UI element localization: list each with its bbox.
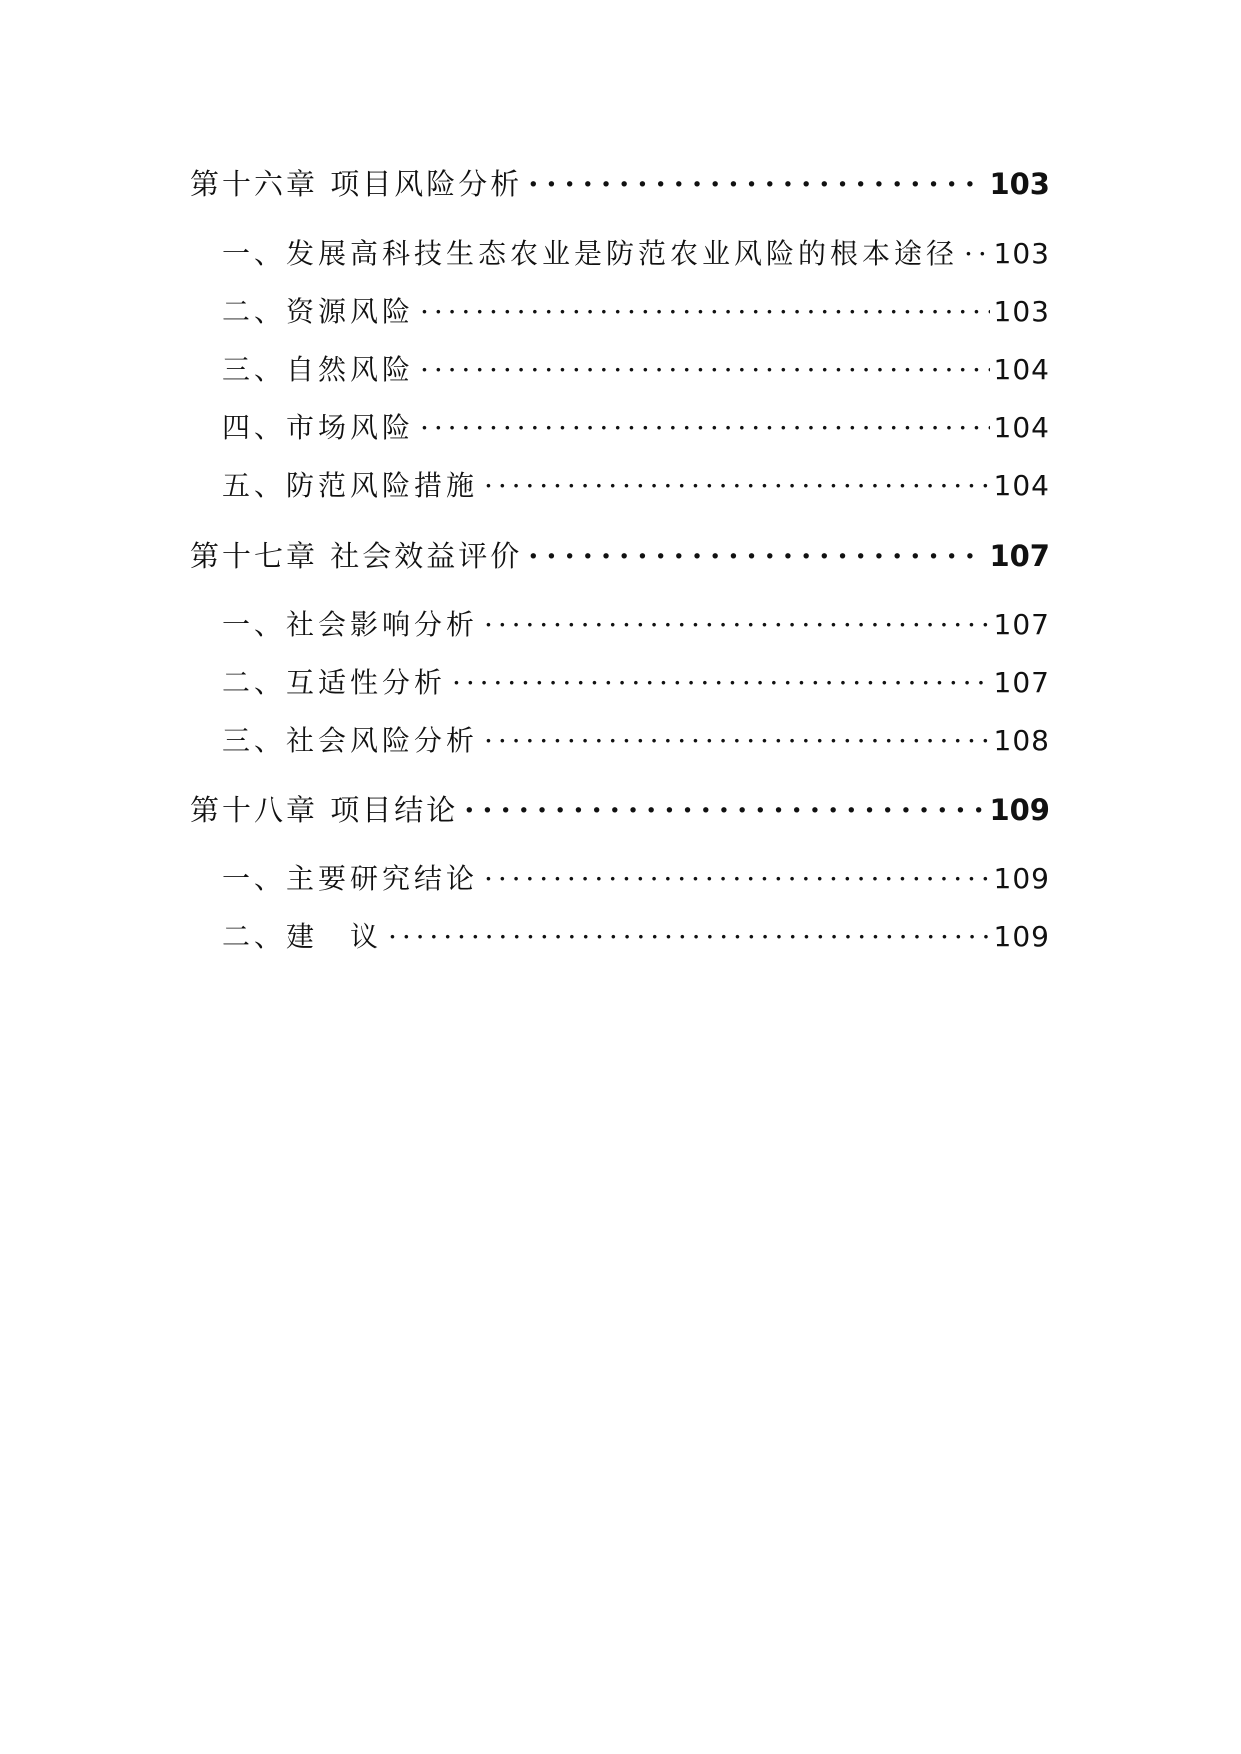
- toc-entry-label: 五、防范风险措施: [222, 469, 479, 502]
- toc-entry-label: 四、市场风险: [222, 411, 415, 444]
- dot-leader: [420, 293, 990, 321]
- toc-section-16-2[interactable]: [222, 290, 1050, 330]
- dot-leader: [528, 165, 985, 194]
- toc-page-number: 107: [989, 539, 1050, 573]
- toc-chapter-16[interactable]: [190, 162, 1050, 202]
- toc-page-number: 107: [993, 666, 1050, 699]
- toc-entry-label: 二、互适性分析: [222, 666, 447, 699]
- toc-page-number: 103: [989, 167, 1050, 201]
- toc-page-number: 109: [993, 920, 1050, 953]
- dot-leader: [420, 409, 990, 437]
- dot-leader: [484, 606, 990, 634]
- dot-leader: [484, 722, 990, 750]
- toc-entry-label: 二、建 议: [222, 920, 383, 953]
- dot-leader: [964, 235, 990, 263]
- toc-page-number: 104: [993, 469, 1050, 502]
- dot-leader: [484, 860, 990, 888]
- toc-entry-label: 一、主要研究结论: [222, 862, 479, 895]
- toc-entry-label: 二、资源风险: [222, 295, 415, 328]
- toc-page-number: 109: [993, 862, 1050, 895]
- toc-section-18-2[interactable]: [222, 915, 1050, 955]
- toc-entry-label: 三、自然风险: [222, 353, 415, 386]
- toc-chapter-17[interactable]: [190, 534, 1050, 574]
- toc-entry-label: 一、社会影响分析: [222, 608, 479, 641]
- toc-entry-label: 第十七章 社会效益评价: [190, 539, 523, 573]
- dot-leader: [452, 664, 990, 692]
- toc-entry-label: 一、发展高科技生态农业是防范农业风险的根本途径: [222, 237, 959, 270]
- toc-page-number: 104: [993, 411, 1050, 444]
- toc-chapter-18[interactable]: [190, 788, 1050, 828]
- toc-section-17-2[interactable]: [222, 661, 1050, 701]
- toc-section-18-1[interactable]: [222, 857, 1050, 897]
- toc-section-17-3[interactable]: [222, 719, 1050, 759]
- toc-entry-label: 第十八章 项目结论: [190, 793, 459, 827]
- toc-entry-label: 三、社会风险分析: [222, 724, 479, 757]
- toc-section-16-1[interactable]: [222, 232, 1050, 272]
- dot-leader: [464, 791, 985, 820]
- toc-page-number: 103: [993, 295, 1050, 328]
- toc-page-number: 103: [993, 237, 1050, 270]
- toc-page-number: 104: [993, 353, 1050, 386]
- toc-entry-label: 第十六章 项目风险分析: [190, 167, 523, 201]
- dot-leader: [420, 351, 990, 379]
- toc-section-17-1[interactable]: [222, 603, 1050, 643]
- toc-page-number: 108: [993, 724, 1050, 757]
- toc-page-number: 107: [993, 608, 1050, 641]
- dot-leader: [528, 537, 985, 566]
- toc-section-16-4[interactable]: [222, 406, 1050, 446]
- dot-leader: [388, 918, 990, 946]
- toc-page-number: 109: [989, 793, 1050, 827]
- toc-section-16-3[interactable]: [222, 348, 1050, 388]
- toc-section-16-5[interactable]: [222, 464, 1050, 504]
- dot-leader: [484, 467, 990, 495]
